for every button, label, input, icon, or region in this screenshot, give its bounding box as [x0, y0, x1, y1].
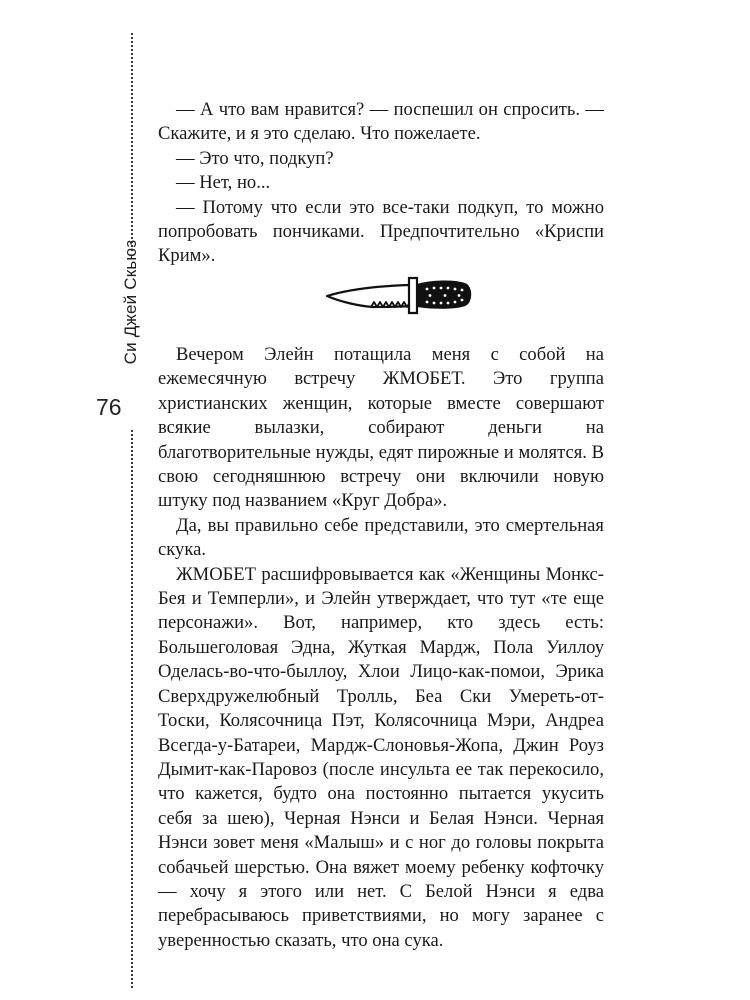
paragraph: — Это что, подкуп? — [176, 147, 334, 169]
knife-icon — [325, 271, 473, 317]
side-dotted-rule-top — [131, 33, 133, 251]
paragraph: — Нет, но... — [176, 172, 271, 194]
paragraph: — Потому что если это все-таки подкуп, то можно попробовать пончиками. Предпочтительно «Криспи Крим». — [158, 196, 604, 267]
paragraph: — А что вам нравится? — поспешил он спросить. — Скажите, и я это сделаю. Что пожелаете. — [158, 99, 604, 145]
paragraph: Вечером Элейн потащила меня с собой на ежемесячную встречу ЖМОБЕТ. Это группа христианских женщин, которые вместе совершают всякие вылазки, собирают деньги на благотворительные нужды, едят пирожные и молятся. В свою сегодняшнюю встречу они включили новую штуку под названием «Круг Добра». — [158, 344, 604, 512]
paragraph: ЖМОБЕТ расшифровывается как «Женщины Монкс-Бея и Темперли», и Элейн утверждает, что тут «те еще персонажи». Вот, например, кто здесь есть: Большеголовая Эдна, Жуткая Мардж, Пола Уиллоу Оделась-во-что-быллоу, Хлои Лицо-как-помои, Эрика Сверхдружелюбный Тролль, Беа Ски Умереть-от-Тоски, Колясочница Пэт, Колясочница Мэри, Андреа Всегда-у-Батареи, Мардж-Слоновья-Жопа, Джин Роуз Дымит-как-Паровоз (после инсульта ее так перекосило, что кажется, будто она постоянно пытается укусить себя за шею), Черная Нэнси и Белая Нэнси. Черная Нэнси зовет меня «Малыш» и с ног до головы покрыта собачьей шерстью. Она вяжет моему ребенку кофточку — хочу я этого или нет. С Белой Нэнси я едва перебрасываюсь приветствиями, но могу заранее с уверенностью сказать, что она сука. — [158, 563, 604, 951]
running-head-author: Си Джей Скьюз — [121, 239, 140, 365]
text-section-narrative — [158, 343, 604, 953]
paragraph: Да, вы правильно себе представили, это смертельная скука. — [158, 514, 604, 561]
side-dotted-rule-bottom — [131, 430, 133, 988]
text-section-dialogue — [158, 98, 604, 269]
page-number: 76 — [96, 394, 122, 420]
